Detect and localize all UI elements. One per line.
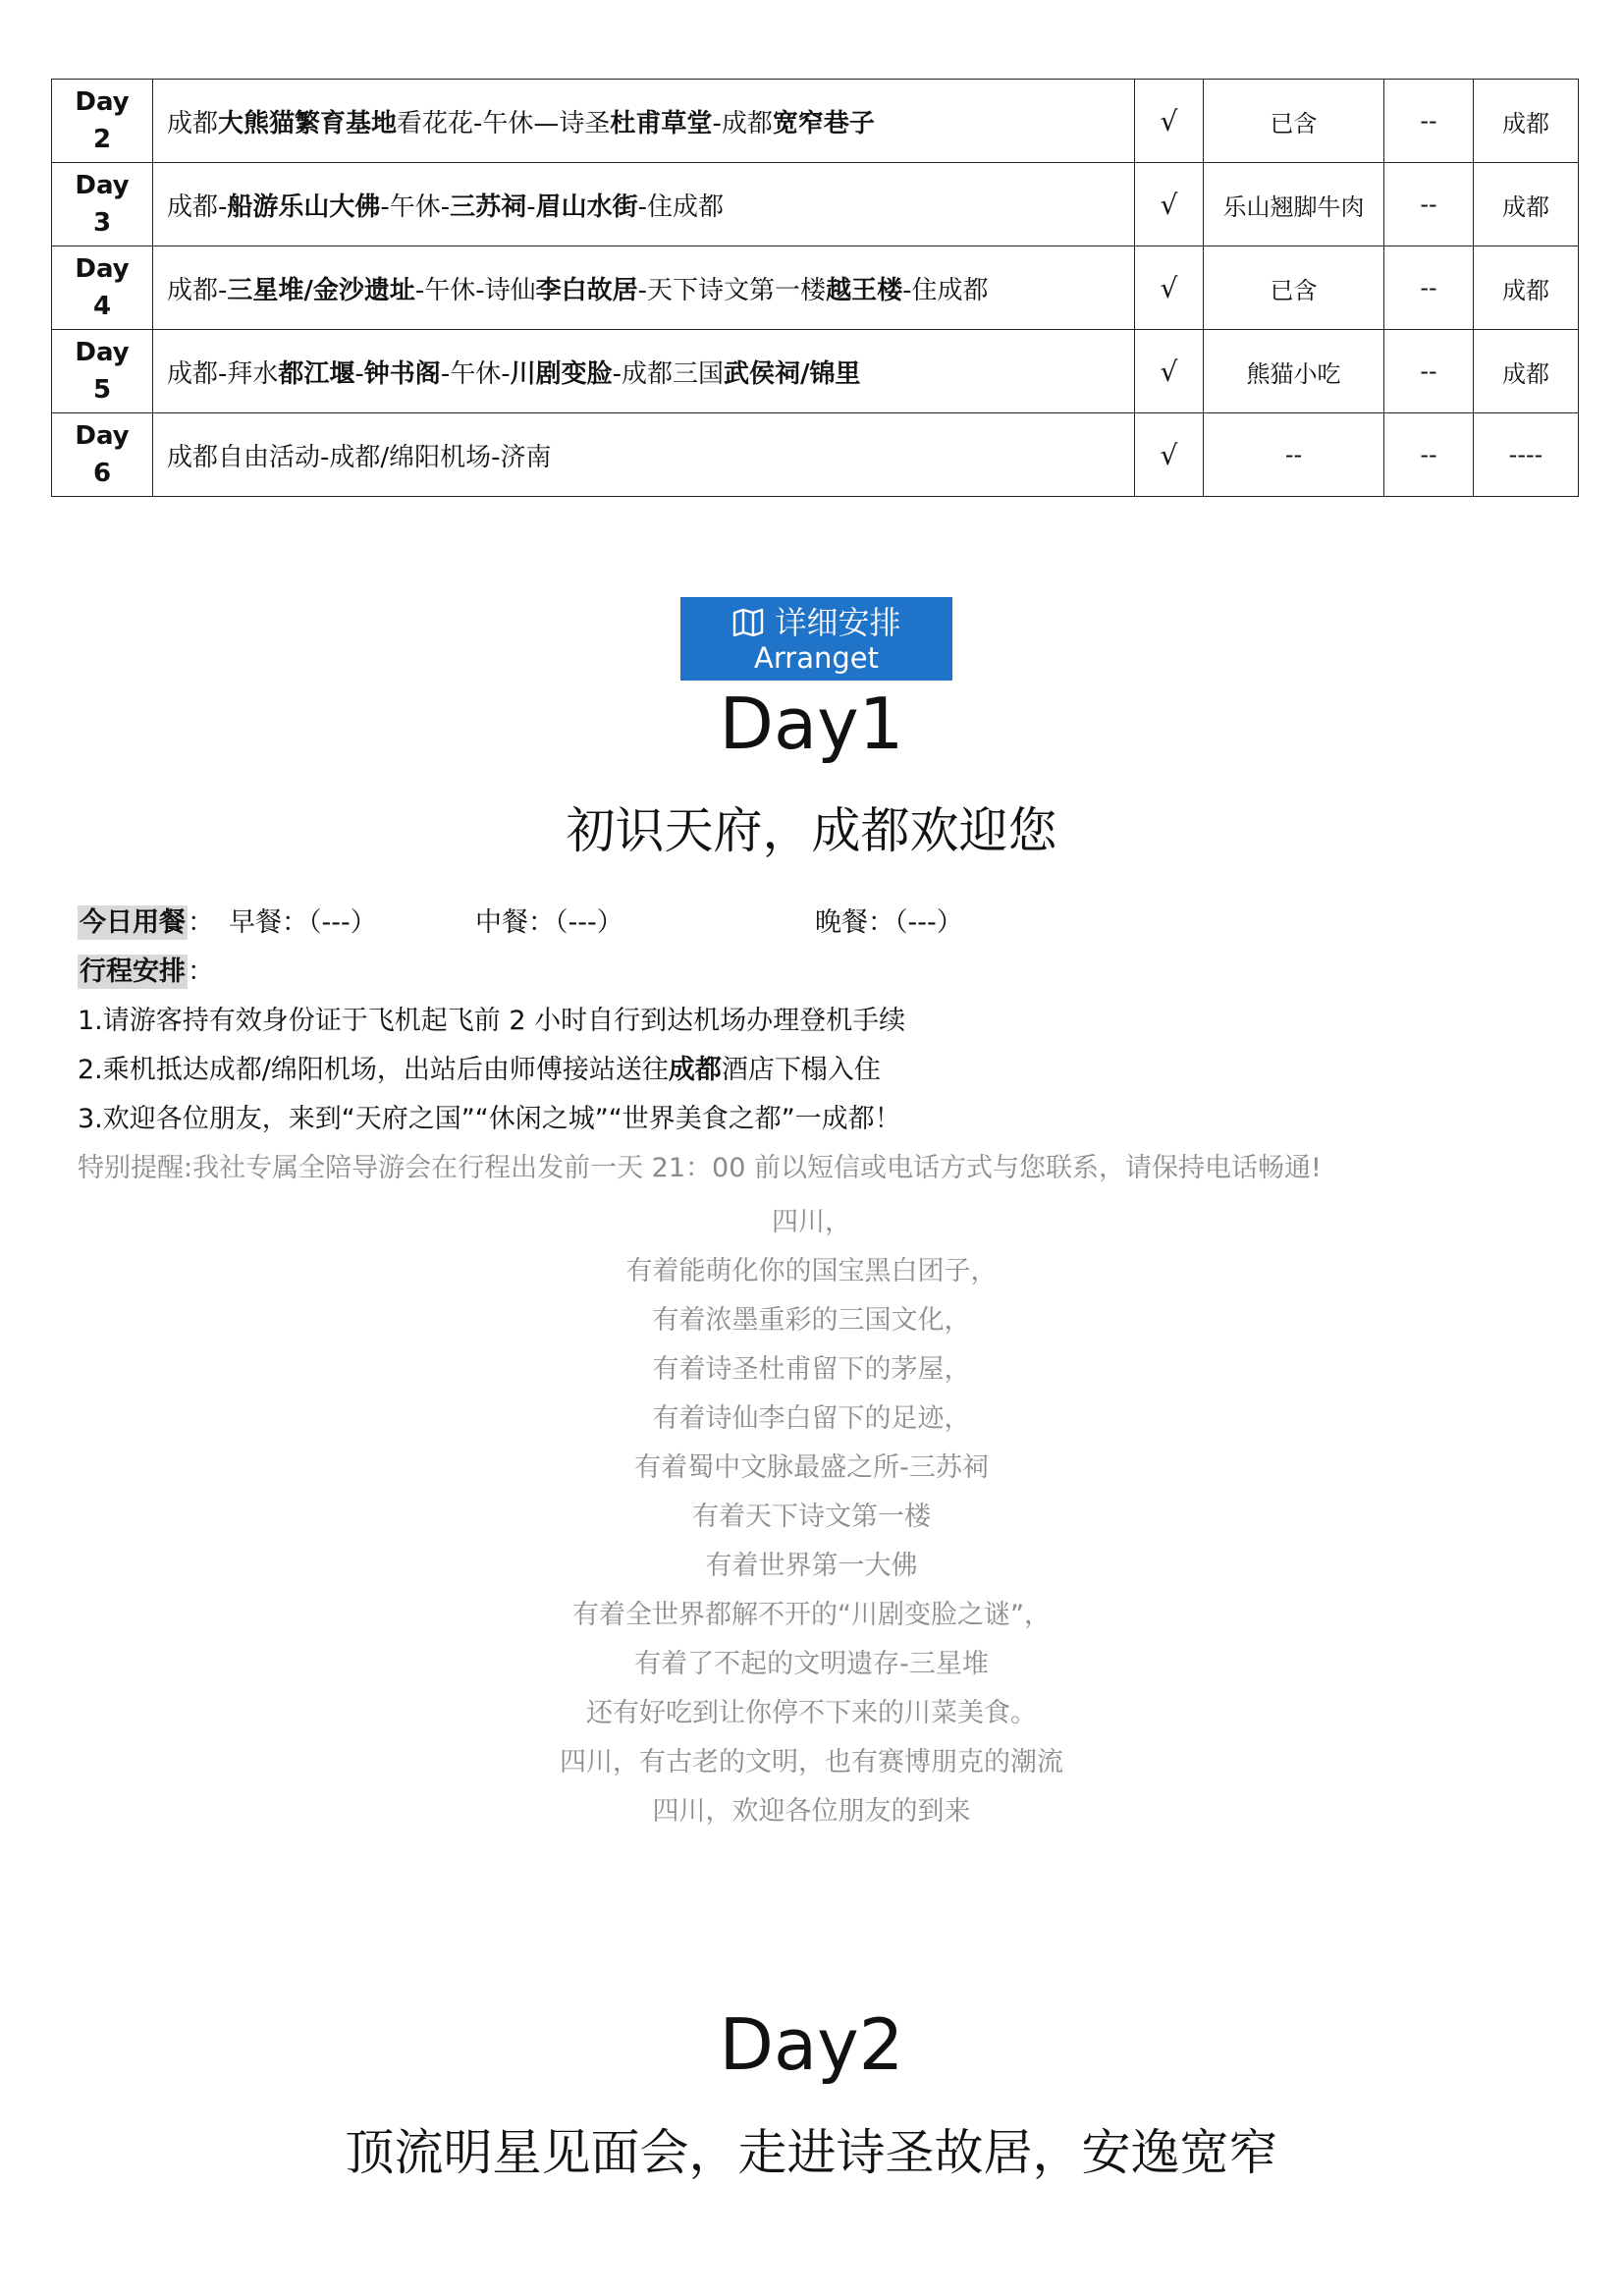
poem-line: 有着天下诗文第一楼 <box>692 1502 931 1532</box>
schedule-item-2-post: 酒店下榻入住 <box>721 1055 881 1085</box>
route-text: -午休- <box>440 358 511 389</box>
day2-subtitle: 顶流明星见面会，走进诗圣故居，安逸宽窄 <box>345 2124 1278 2181</box>
transport-check-cell: √ <box>1135 413 1204 497</box>
hotel-cell: 成都 <box>1474 330 1579 413</box>
day-label: 4 <box>92 292 112 321</box>
route-highlight: 李白故居 <box>535 275 638 305</box>
extra-cell: -- <box>1384 330 1474 413</box>
day-label: Day <box>75 171 130 200</box>
day-label: 5 <box>92 375 112 405</box>
hotel-cell: 成都 <box>1474 80 1579 163</box>
itinerary-row <box>52 163 1579 246</box>
day-cell <box>52 413 153 497</box>
hotel-cell: 成都 <box>1474 163 1579 246</box>
transport-check-cell: √ <box>1135 163 1204 246</box>
route-cell <box>153 80 1135 163</box>
itinerary-body <box>52 80 1579 497</box>
meals-label-line <box>78 903 214 943</box>
map-icon <box>731 608 765 637</box>
schedule-label-line <box>78 953 214 992</box>
detail-badge <box>680 597 952 681</box>
route-text: - <box>354 358 364 389</box>
breakfast-info: 早餐：（---） <box>229 907 377 938</box>
schedule-colon: ： <box>188 957 214 987</box>
special-reminder: 特别提醒:我社专属全陪导游会在行程出发前一天 21：00 前以短信或电话方式与您联系，请保持电话畅通! <box>78 1153 1322 1183</box>
schedule-item-2-bold: 成都 <box>668 1055 722 1085</box>
day-cell <box>52 163 153 246</box>
transport-check-cell: √ <box>1135 330 1204 413</box>
route-text: - <box>526 191 536 222</box>
route-text: -住成都 <box>637 191 724 222</box>
route-cell <box>153 246 1135 330</box>
poem-line: 有着了不起的文明遗存-三星堆 <box>634 1649 989 1679</box>
meals-colon: ： <box>188 907 214 938</box>
route-highlight: 都江堰 <box>278 358 355 389</box>
lunch-info: 中餐：（---） <box>475 907 623 938</box>
sichuan-poem <box>0 1198 1623 1836</box>
poem-line: 还有好吃到让你停不下来的川菜美食。 <box>586 1698 1037 1728</box>
transport-check-cell: √ <box>1135 246 1204 330</box>
schedule-item-1: 1.请游客持有效身份证于飞机起飞前 2 小时自行到达机场办理登机手续 <box>78 1006 906 1036</box>
route-text: 成都 <box>167 108 219 138</box>
poem-line: 有着诗仙李白留下的足迹， <box>652 1403 971 1434</box>
meal-cell: 已含 <box>1204 246 1384 330</box>
route-text: 成都-拜水 <box>167 358 279 389</box>
route-text: -午休- <box>380 191 451 222</box>
schedule-item-3: 3.欢迎各位朋友，来到“天府之国”“休闲之城”“世界美食之都”一成都！ <box>78 1104 901 1134</box>
route-text: 看花花-午休—诗圣 <box>397 108 611 138</box>
day2-title: Day2 <box>719 2003 904 2086</box>
route-text: 成都自由活动-成都/绵阳机场-济南 <box>167 442 552 472</box>
itinerary-table <box>51 79 1579 497</box>
itinerary-row <box>52 80 1579 163</box>
route-highlight: 大熊猫繁育基地 <box>218 108 398 138</box>
poem-line: 有着全世界都解不开的“川剧变脸之谜”， <box>572 1600 1051 1630</box>
itinerary-row <box>52 413 1579 497</box>
route-text: 成都- <box>167 191 228 222</box>
meal-cell: -- <box>1204 413 1384 497</box>
day-label: Day <box>75 338 130 367</box>
poem-line: 四川， <box>772 1207 851 1237</box>
route-highlight: 杜甫草堂 <box>610 108 713 138</box>
extra-cell: -- <box>1384 246 1474 330</box>
meal-cell: 乐山翘脚牛肉 <box>1204 163 1384 246</box>
itinerary-row <box>52 330 1579 413</box>
route-highlight: 宽窄巷子 <box>772 108 875 138</box>
extra-cell: -- <box>1384 163 1474 246</box>
poem-line: 四川，有古老的文明，也有赛博朋克的潮流 <box>560 1747 1063 1777</box>
schedule-item-2 <box>78 1051 881 1090</box>
badge-title: 详细安排 <box>775 604 901 641</box>
day-label: 2 <box>92 125 112 154</box>
day-label: 3 <box>92 208 112 238</box>
poem-line: 有着浓墨重彩的三国文化， <box>652 1305 971 1336</box>
day-label: 6 <box>92 459 112 488</box>
day-cell <box>52 246 153 330</box>
meal-cell: 已含 <box>1204 80 1384 163</box>
day-label: Day <box>75 254 130 284</box>
route-text: 成都- <box>167 275 228 305</box>
route-highlight: 三星堆/金沙遗址 <box>227 275 415 305</box>
day-cell <box>52 330 153 413</box>
poem-line: 有着蜀中文脉最盛之所-三苏祠 <box>634 1452 989 1483</box>
poem-line: 有着世界第一大佛 <box>705 1551 918 1581</box>
transport-check-cell: √ <box>1135 80 1204 163</box>
route-highlight: 眉山水街 <box>535 191 638 222</box>
poem-line: 有着诗圣杜甫留下的茅屋， <box>652 1354 971 1385</box>
route-text: -天下诗文第一楼 <box>637 275 827 305</box>
route-cell <box>153 163 1135 246</box>
hotel-cell: 成都 <box>1474 246 1579 330</box>
route-highlight: 船游乐山大佛 <box>227 191 381 222</box>
route-text: -成都 <box>712 108 773 138</box>
route-highlight: 三苏祠 <box>450 191 527 222</box>
day-cell <box>52 80 153 163</box>
poem-line: 有着能萌化你的国宝黑白团子， <box>625 1256 998 1286</box>
poem-line: 四川，欢迎各位朋友的到来 <box>652 1796 971 1827</box>
extra-cell: -- <box>1384 80 1474 163</box>
extra-cell: -- <box>1384 413 1474 497</box>
day-label: Day <box>75 87 130 117</box>
route-text: -住成都 <box>902 275 989 305</box>
route-highlight: 武侯祠/锦里 <box>723 358 861 389</box>
day1-subtitle: 初识天府，成都欢迎您 <box>566 802 1057 859</box>
route-text: -午休-诗仙 <box>414 275 536 305</box>
day1-title: Day1 <box>719 683 904 765</box>
route-cell <box>153 413 1135 497</box>
badge-subtitle: Arranget <box>754 641 879 675</box>
day-label: Day <box>75 421 130 451</box>
meals-label: 今日用餐 <box>80 907 186 938</box>
itinerary-row <box>52 246 1579 330</box>
route-highlight: 钟书阁 <box>363 358 441 389</box>
meal-cell: 熊猫小吃 <box>1204 330 1384 413</box>
route-highlight: 川剧变脸 <box>510 358 613 389</box>
route-cell <box>153 330 1135 413</box>
schedule-item-2-pre: 2.乘机抵达成都/绵阳机场，出站后由师傅接站送往 <box>78 1055 669 1085</box>
route-highlight: 越王楼 <box>826 275 903 305</box>
dinner-info: 晚餐：（---） <box>815 907 963 938</box>
route-text: -成都三国 <box>612 358 724 389</box>
schedule-label: 行程安排 <box>80 957 186 987</box>
hotel-cell: ---- <box>1474 413 1579 497</box>
